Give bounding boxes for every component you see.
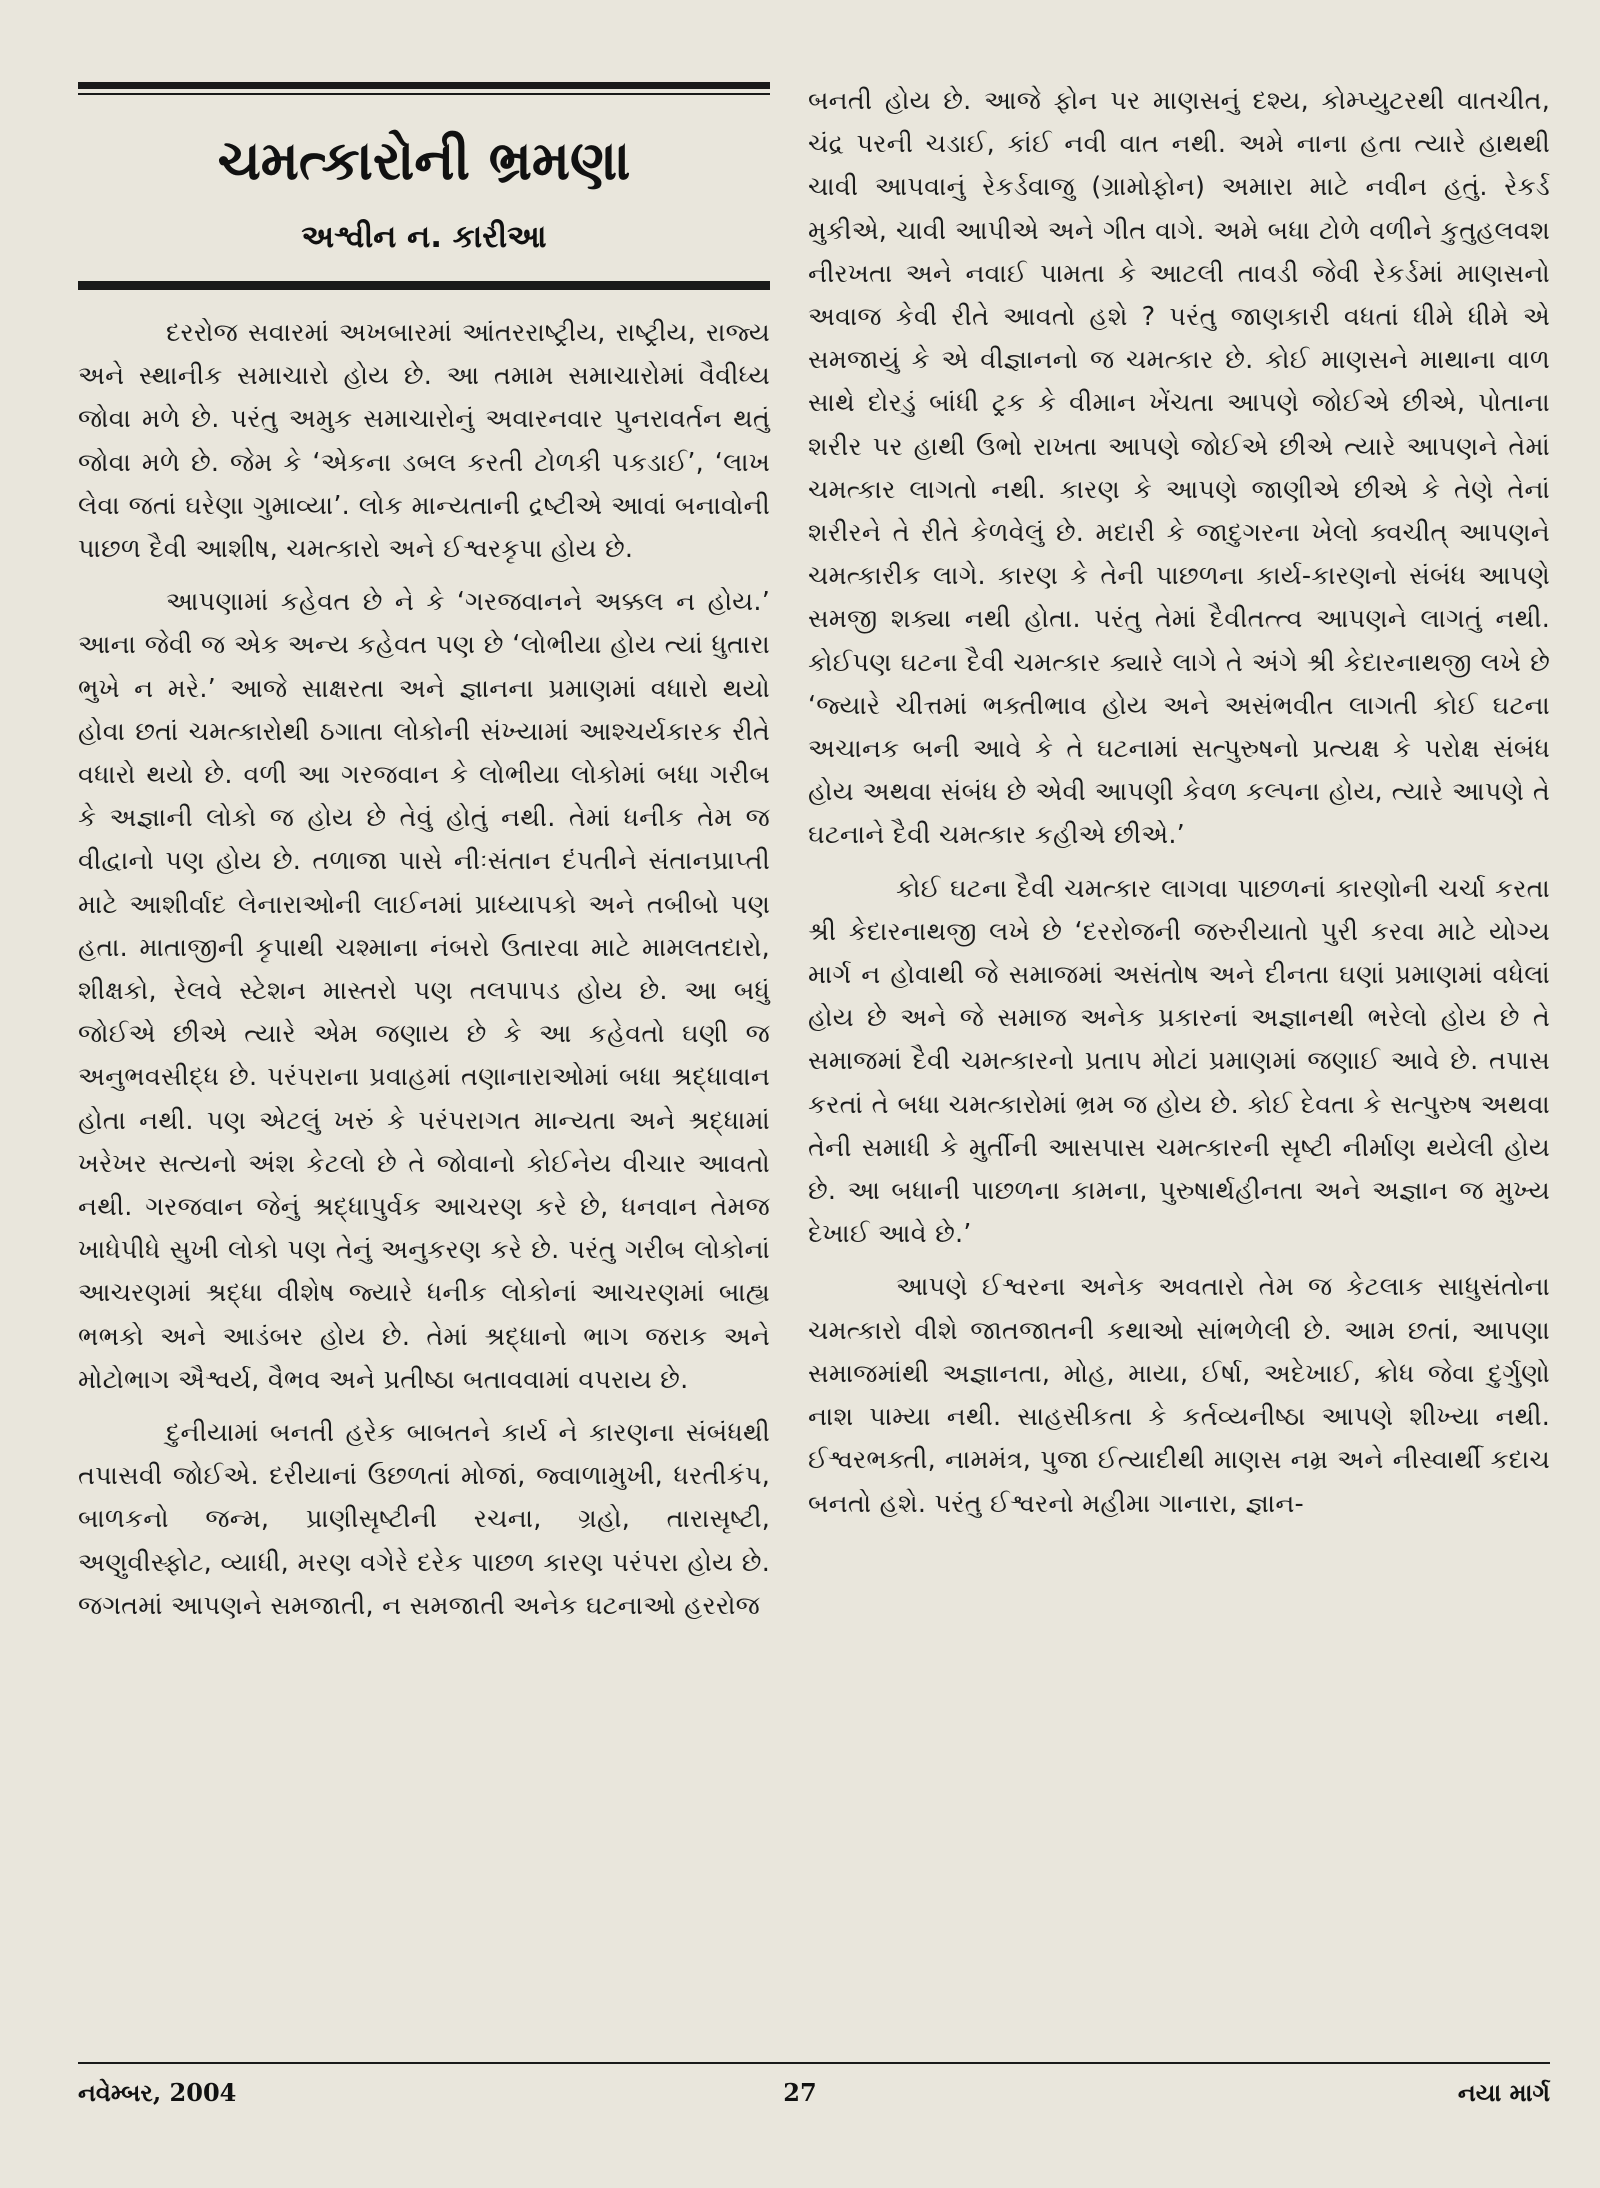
paragraph: કોઈ ઘટના દૈવી ચમત્કાર લાગવા પાછળનાં કારણોની ચર્ચા કરતા શ્રી કેદારનાથજી લખે છે ‘દરરોજની જરુરીયાતો પુરી કરવા માટે યોગ્ય માર્ગ ન હોવાથી જે સમાજમાં અસંતોષ અને દીનતા ઘણાં પ્રમાણમાં વધેલાં હોય છે અને જે સમાજ અનેક પ્રકારનાં અજ્ઞાનથી ભરેલો હોય છે તે સમાજમાં દૈવી ચમત્કારનો પ્રતાપ મોટાં પ્રમાણમાં જણાઈ આવે છે. તપાસ કરતાં તે બધા ચમત્કારોમાં ભ્રમ જ હોય છે. કોઈ દેવતા કે સત્પુરુષ અથવા તેની સમાધી કે મુર્તીની આસપાસ ચમત્કારની સૃષ્ટી નીર્માણ થયેલી હોય છે. આ બધાની પાછળના કામના, પુરુષાર્થહીનતા અને અજ્ઞાન જ મુખ્ય દેખાઈ આવે છે.’: [808, 873, 1550, 1250]
header-bottom-rules: [78, 281, 770, 290]
paragraph: દુનીયામાં બનતી હરેક બાબતને કાર્ય ને કારણના સંબંધથી તપાસવી જોઈએ. દરીયાનાં ઉછળતાં મોજાં, જ્વાળામુખી, ધરતીકંપ, બાળકનો જન્મ, પ્રાણીસૃષ્ટીની રચના, ગ્રહો, તારાસૃષ્ટી, અણુવીસ્ફોટ, વ્યાધી, મરણ વગેરે દરેક પાછળ કારણ પરંપરા હોય છે. જગતમાં આપણને સમજાતી, ન સમજાતી અનેક ઘટનાઓ હરરોજ: [78, 1418, 770, 1621]
header-bottom-rule: [78, 283, 770, 290]
right-column: [808, 80, 1550, 1526]
header-top-rule-thin: [78, 93, 770, 95]
paragraph: આપણે ઈશ્વરના અનેક અવતારો તેમ જ કેટલાક સાધુસંતોના ચમત્કારો વીશે જાતજાતની કથાઓ સાંભળેલી છે. આમ છતાં, આપણા સમાજમાંથી અજ્ઞાનતા, મોહ, માયા, ઈર્ષા, અદેખાઈ, ક્રોધ જેવા દુર્ગુણો નાશ પામ્યા નથી. સાહસીકતા કે કર્તવ્યનીષ્ઠા આપણે શીખ્યા નથી. ઈશ્વરભક્તી, નામમંત્ર, પુજા ઈત્યાદીથી માણસ નમ્ર અને નીસ્વાર્થી કદાચ બનતો હશે. પરંતુ ઈશ્વરનો મહીમા ગાનારા, જ્ઞાન-: [808, 1272, 1550, 1519]
footer-rule: [78, 2062, 1550, 2064]
left-column: [78, 82, 770, 1628]
header-top-rule: [78, 82, 770, 89]
paragraph: દરરોજ સવારમાં અખબારમાં આંતરરાષ્ટ્રીય, રાષ્ટ્રીય, રાજ્ય અને સ્થાનીક સમાચારો હોય છે. આ તમામ સમાચારોમાં વૈવીધ્ય જોવા મળે છે. પરંતુ અમુક સમાચારોનું અવારનવાર પુનરાવર્તન થતું જોવા મળે છે. જેમ કે ‘એકના ડબલ કરતી ટોળકી પકડાઈ’, ‘લાખ લેવા જતાં ઘરેણા ગુમાવ્યા’. લોક માન્યતાની દ્રષ્ટીએ આવાં બનાવોની પાછળ દૈવી આશીષ, ચમત્કારો અને ઈશ્વરકૃપા હોય છે.: [78, 318, 770, 565]
paragraph: બનતી હોય છે. આજે ફોન પર માણસનું દશ્ય, કોમ્પ્યુટરથી વાતચીત, ચંદ્ર પરની ચડાઈ, કાંઈ નવી વાત નથી. અમે નાના હતા ત્યારે હાથથી ચાવી આપવાનું રેકર્ડવાજુ (ગ્રામોફોન) અમારા માટે નવીન હતું. રેકર્ડ મુકીએ, ચાવી આપીએ અને ગીત વાગે. અમે બધા ટોળે વળીને કુતુહલવશ નીરખતા અને નવાઈ પામતા કે આટલી તાવડી જેવી રેકર્ડમાં માણસનો અવાજ કેવી રીતે આવતો હશે ? પરંતુ જાણકારી વધતાં ધીમે ધીમે એ સમજાયું કે એ વીજ્ઞાનનો જ ચમત્કાર છે. કોઈ માણસને માથાના વાળ સાથે દોરડું બાંધી ટ્રક કે વીમાન ખેંચતા આપણે જોઈએ છીએ, પોતાના શરીર પર હાથી ઉભો રાખતા આપણે જોઈએ છીએ ત્યારે આપણને તેમાં ચમત્કાર લાગતો નથી. કારણ કે આપણે જાણીએ છીએ કે તેણે તેનાં શરીરને તે રીતે કેળવેલું છે. મદારી કે જાદુગરના ખેલો ક્વચીત્ આપણને ચમત્કારીક લાગે. કારણ કે તેની પાછળના કાર્ય-કારણનો સંબંધ આપણે સમજી શક્યા નથી હોતા. પરંતુ તેમાં દૈવીતત્ત્વ આપણને લાગતું નથી. કોઈપણ ઘટના દૈવી ચમત્કાર ક્યારે લાગે તે અંગે શ્રી કેદારનાથજી લખે છે ‘જ્યારે ચીત્તમાં ભક્તીભાવ હોય અને અસંભવીત લાગતી કોઈ ઘટના અચાનક બની આવે કે તે ઘટનામાં સત્પુરુષનો પ્રત્યક્ષ કે પરોક્ષ સંબંધ હોય અથવા સંબંધ છે એવી આપણી કેવળ કલ્પના હોય, ત્યારે આપણે તે ઘટનાને દૈવી ચમત્કાર કહીએ છીએ.’: [808, 86, 1550, 851]
article-author: અશ્વીન ન. કારીઆ: [301, 219, 547, 255]
magazine-name: નયા માર્ગ: [1457, 2078, 1550, 2107]
article-header: [78, 82, 770, 290]
page-number: 27: [783, 2078, 817, 2107]
paragraph: આપણામાં કહેવત છે ને કે ‘ગરજવાનને અક્કલ ન હોય.’ આના જેવી જ એક અન્ય કહેવત પણ છે ‘લોભીયા હોય ત્યાં ધુતારા ભુખે ન મરે.’ આજે સાક્ષરતા અને જ્ઞાનના પ્રમાણમાં વધારો થયો હોવા છતાં ચમત્કારોથી ઠગાતા લોકોની સંખ્યામાં આશ્ચર્યકારક રીતે વધારો થયો છે. વળી આ ગરજવાન કે લોભીયા લોકોમાં બધા ગરીબ કે અજ્ઞાની લોકો જ હોય છે તેવું હોતું નથી. તેમાં ધનીક તેમ જ વીદ્વાનો પણ હોય છે. તળાજા પાસે નીઃસંતાન દંપતીને સંતાનપ્રાપ્તી માટે આશીર્વાદ લેનારાઓની લાઈનમાં પ્રાધ્યાપકો અને તબીબો પણ હતા. માતાજીની કૃપાથી ચશ્માના નંબરો ઉતારવા માટે મામલતદારો, શીક્ષકો, રેલવે સ્ટેશન માસ્તરો પણ તલપાપડ હોય છે. આ બધું જોઈએ છીએ ત્યારે એમ જણાય છે કે આ કહેવતો ઘણી જ અનુભવસીદ્ધ છે. પરંપરાના પ્રવાહમાં તણાનારાઓમાં બધા શ્રદ્ધાવાન હોતા નથી. પણ એટલું ખરું કે પરંપરાગત માન્યતા અને શ્રદ્ધામાં ખરેખર સત્યનો અંશ કેટલો છે તે જોવાનો કોઈનેય વીચાર આવતો નથી. ગરજવાન જેનું શ્રદ્ધાપુર્વક આચરણ કરે છે, ધનવાન તેમજ ખાધેપીધે સુખી લોકો પણ તેનું અનુકરણ કરે છે. પરંતુ ગરીબ લોકોનાં આચરણમાં શ્રદ્ધા વીશેષ જ્યારે ધનીક લોકોનાં આચરણમાં બાહ્ય ભભકો અને આડંબર હોય છે. તેમાં શ્રદ્ધાનો ભાગ જરાક અને મોટોભાગ ઐશ્વર્ય, વૈભવ અને પ્રતીષ્ઠા બતાવવામાં વપરાય છે.: [78, 587, 770, 1395]
article-title: ચમત્કારોની ભ્રમણા: [217, 129, 631, 192]
footer-date: નવેમ્બર, 2004: [78, 2078, 237, 2107]
